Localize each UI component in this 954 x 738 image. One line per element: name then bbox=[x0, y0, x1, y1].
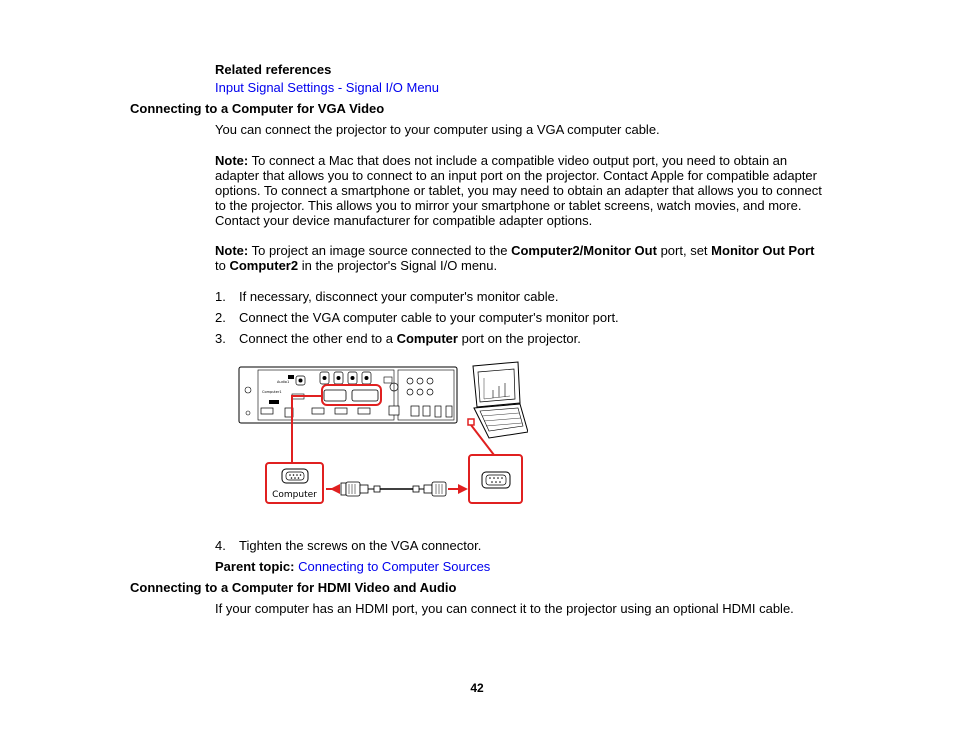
step-text: Connect the VGA computer cable to your computer's monitor port. bbox=[239, 310, 619, 325]
port-label: Audio1 bbox=[277, 380, 290, 384]
step-number: 3. bbox=[215, 331, 226, 346]
note-bold: Computer2/Monitor Out bbox=[511, 243, 657, 258]
step-4 bbox=[215, 538, 481, 553]
page-number: 42 bbox=[470, 681, 484, 695]
section-intro-hdmi: If your computer has an HDMI port, you can connect it to the projector using an optional HDMI cable. bbox=[215, 601, 794, 616]
step-text: Tighten the screws on the VGA connector. bbox=[239, 538, 482, 553]
parent-topic bbox=[215, 559, 490, 574]
section-intro-vga: You can connect the projector to your computer using a VGA computer cable. bbox=[215, 122, 660, 137]
callout-label: Computer bbox=[272, 490, 317, 500]
note-label: Note: bbox=[215, 243, 249, 258]
projector-port-callout bbox=[266, 463, 323, 503]
related-references-heading: Related references bbox=[215, 62, 332, 77]
note-text: To connect a Mac that does not include a compatible video output port, you need to obtain an adapter that allows you to connect to an input port on the projector. Contact Apple for compatible adapter options. To connect a smartphone or tablet, you may need to obtain an adapter that allows you to connect to the projector. This allows you to mirror your smartphone or tablet screens, watch movies, and more. Contact your device manufacturer for compatible adapter options. bbox=[215, 153, 822, 228]
note-text: in the projector's Signal I/O menu. bbox=[301, 258, 498, 273]
section-title-hdmi: Connecting to a Computer for HDMI Video and Audio bbox=[130, 580, 457, 595]
note-label: Note: bbox=[215, 153, 249, 168]
vga-cable-icon bbox=[326, 482, 468, 496]
step-1 bbox=[215, 289, 558, 304]
step-number: 1. bbox=[215, 289, 226, 304]
note-monitor-out bbox=[215, 243, 825, 273]
note-text: port, set bbox=[660, 243, 708, 258]
note-bold: Monitor Out Port bbox=[711, 243, 815, 258]
step-number: 2. bbox=[215, 310, 226, 325]
step-number: 4. bbox=[215, 538, 226, 553]
computer-port-callout bbox=[469, 455, 522, 503]
port-label: Computer1 bbox=[262, 390, 282, 394]
step-bold: Computer bbox=[396, 331, 458, 346]
parent-topic-link[interactable]: Connecting to Computer Sources bbox=[298, 559, 491, 574]
step-text: port on the projector. bbox=[461, 331, 581, 346]
laptop-icon bbox=[468, 362, 528, 438]
step-2 bbox=[215, 310, 619, 325]
step-text: Connect the other end to a bbox=[239, 331, 393, 346]
step-text: If necessary, disconnect your computer's monitor cable. bbox=[239, 289, 559, 304]
vga-connection-figure bbox=[238, 356, 528, 508]
note-text: To project an image source connected to the bbox=[251, 243, 508, 258]
note-text: to bbox=[215, 258, 226, 273]
section-title-vga: Connecting to a Computer for VGA Video bbox=[130, 101, 385, 116]
projector-rear-panel bbox=[239, 367, 457, 423]
note-mac-adapter bbox=[215, 153, 825, 228]
note-bold: Computer2 bbox=[229, 258, 299, 273]
step-3 bbox=[215, 331, 581, 346]
parent-topic-label: Parent topic: bbox=[215, 559, 295, 574]
related-reference-link[interactable]: Input Signal Settings - Signal I/O Menu bbox=[215, 80, 440, 95]
